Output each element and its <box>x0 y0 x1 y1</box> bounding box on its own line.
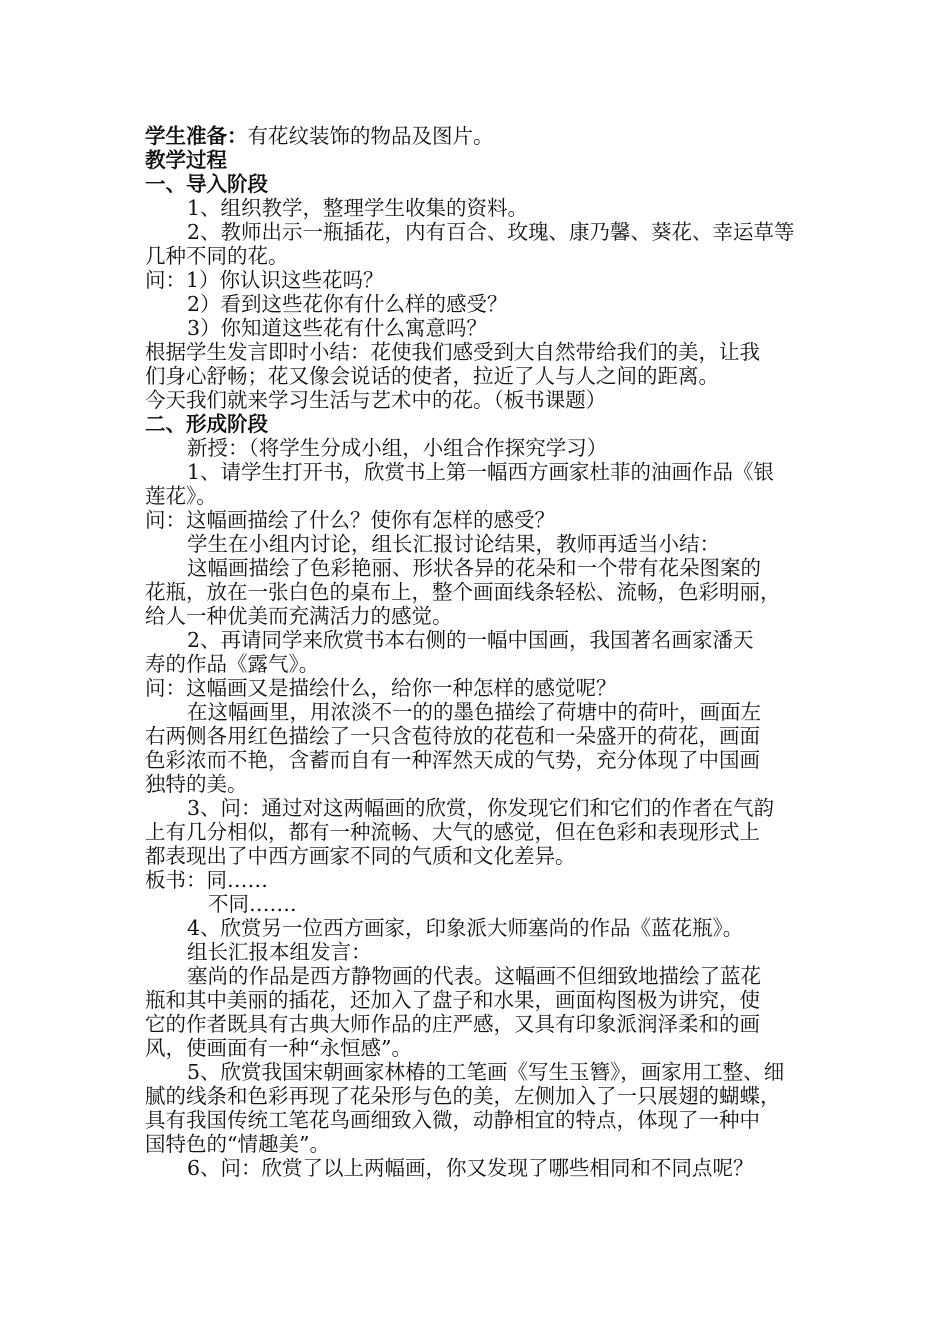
question-line: 问：这幅画又是描绘什么，给你一种怎样的感觉呢？ <box>145 676 617 700</box>
section-1-heading: 一、导入阶段 <box>145 172 268 196</box>
paragraph-line: 1、请学生打开书，欣赏书上第一幅西方画家杜菲的油画作品《银 <box>187 460 775 484</box>
paragraph-line: 风，使画面有一种“永恒感”。 <box>145 1036 412 1060</box>
paragraph-line: 瓶和其中美丽的插花，还加入了盘子和水果，画面构图极为讲究，使 <box>145 988 760 1012</box>
student-prep-text: 有花纹装饰的物品及图片。 <box>247 124 494 148</box>
paragraph-line: 组长汇报本组发言： <box>187 940 372 964</box>
paragraph-line: 国特色的“情趣美”。 <box>145 1132 330 1156</box>
paragraph-line: 2、教师出示一瓶插花，内有百合、玫瑰、康乃馨、葵花、幸运草等 <box>187 220 795 244</box>
paragraph-line: 右两侧各用红色描绘了一只含苞待放的花苞和一朵盛开的荷花，画面 <box>145 724 760 748</box>
question-line: 6、问：欣赏了以上两幅画，你又发现了哪些相同和不同点呢？ <box>187 1156 754 1180</box>
paragraph-line: 莲花》。 <box>145 484 217 508</box>
board-note-line: 板书：同…… <box>145 868 268 892</box>
paragraph-line: 都表现出了中西方画家不同的气质和文化差异。 <box>145 844 576 868</box>
paragraph-line: 新授：（将学生分成小组，小组合作探究学习） <box>187 436 608 460</box>
teaching-process-heading: 教学过程 <box>145 148 227 172</box>
paragraph-line: 独特的美。 <box>145 772 248 796</box>
board-note-line: 不同……. <box>208 892 297 916</box>
paragraph-line: 3、问：通过对这两幅画的欣赏，你发现它们和它们的作者在气韵 <box>187 796 775 820</box>
paragraph-line: 腻的线条和色彩再现了花朵形与色的美，左侧加入了一只展翅的蝴蝶， <box>145 1084 781 1108</box>
paragraph-line: 具有我国传统工笔花鸟画细致入微，动静相宜的特点，体现了一种中 <box>145 1108 760 1132</box>
student-prep-line <box>145 124 810 148</box>
paragraph-line: 今天我们就来学习生活与艺术中的花。（板书课题） <box>145 388 607 412</box>
paragraph-line: 这幅画描绘了色彩艳丽、形状各异的花朵和一个带有花朵图案的 <box>187 556 761 580</box>
paragraph-line: 学生在小组内讨论，组长汇报讨论结果，教师再适当小结： <box>187 532 720 556</box>
paragraph-line: 5、欣赏我国宋朝画家林椿的工笔画《写生玉簪》，画家用工整、细 <box>187 1060 785 1084</box>
paragraph-line: 寿的作品《露气》。 <box>145 652 320 676</box>
question-line: 3）你知道这些花有什么寓意吗？ <box>187 316 488 340</box>
paragraph-line: 1、组织教学，整理学生收集的资料。 <box>187 196 529 220</box>
paragraph-line: 们身心舒畅；花又像会说话的使者，拉近了人与人之间的距离。 <box>145 364 719 388</box>
paragraph-line: 几种不同的花。 <box>145 244 289 268</box>
student-prep-label: 学生准备： <box>145 124 248 148</box>
paragraph-line: 在这幅画里，用浓淡不一的的墨色描绘了荷塘中的荷叶，画面左 <box>187 700 761 724</box>
paragraph-line: 4、欣赏另一位西方画家，印象派大师塞尚的作品《蓝花瓶》。 <box>187 916 744 940</box>
paragraph-line: 花瓶，放在一张白色的桌布上，整个画面线条轻松、流畅，色彩明丽， <box>145 580 781 604</box>
document-page <box>145 124 810 1180</box>
section-2-heading: 二、形成阶段 <box>145 412 268 436</box>
question-line: 问：1）你认识这些花吗？ <box>145 268 384 292</box>
paragraph-line: 2、再请同学来欣赏书本右侧的一幅中国画，我国著名画家潘天 <box>187 628 754 652</box>
question-line: 2）看到这些花你有什么样的感受？ <box>187 292 508 316</box>
paragraph-line: 根据学生发言即时小结：花使我们感受到大自然带给我们的美，让我 <box>145 340 760 364</box>
paragraph-line: 色彩浓而不艳，含蓄而自有一种浑然天成的气势，充分体现了中国画 <box>145 748 760 772</box>
paragraph-line: 给人一种优美而充满活力的感觉。 <box>145 604 453 628</box>
paragraph-line: 上有几分相似，都有一种流畅、大气的感觉，但在色彩和表现形式上 <box>145 820 760 844</box>
paragraph-line: 塞尚的作品是西方静物画的代表。这幅画不但细致地描绘了蓝花 <box>187 964 761 988</box>
question-line: 问：这幅画描绘了什么？使你有怎样的感受？ <box>145 508 555 532</box>
paragraph-line: 它的作者既具有古典大师作品的庄严感，又具有印象派润泽柔和的画 <box>145 1012 760 1036</box>
